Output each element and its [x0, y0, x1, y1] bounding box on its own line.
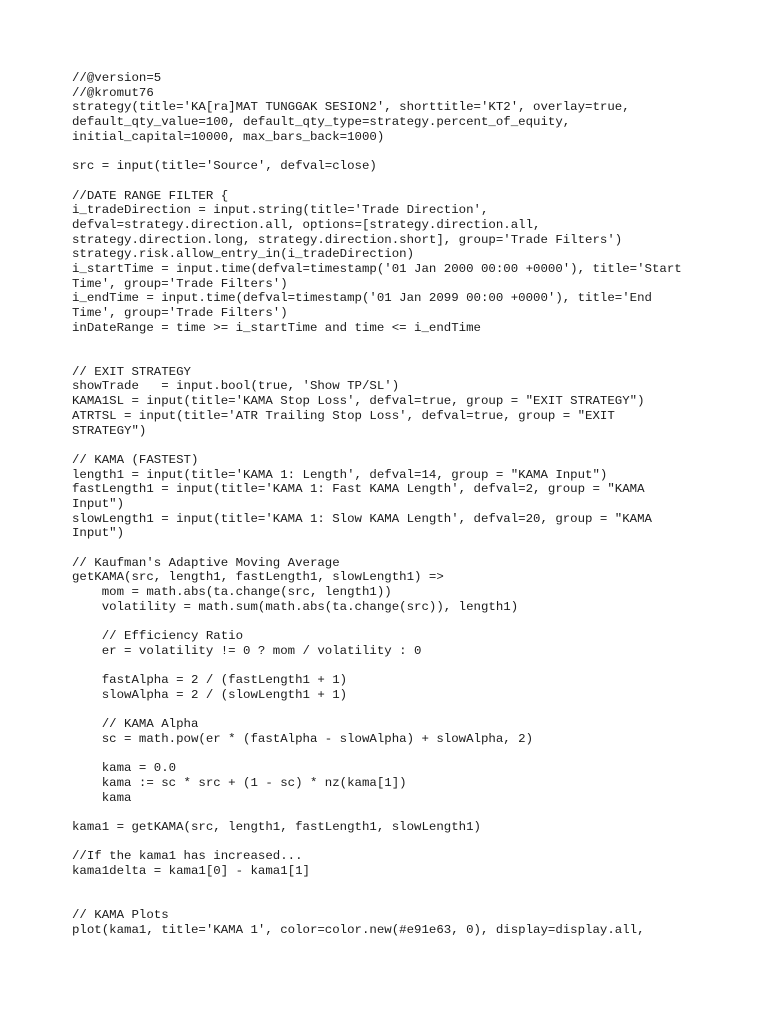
code-line: getKAMA(src, length1, fastLength1, slowLength1) => — [72, 570, 444, 585]
code-line: Time', group='Trade Filters') — [72, 306, 288, 320]
code-line: slowAlpha = 2 / (slowLength1 + 1) — [72, 687, 348, 702]
code-line: // KAMA (FASTEST) — [72, 452, 199, 467]
code-line: kama := sc * src + (1 - sc) * nz(kama[1]) — [72, 776, 407, 790]
code-line: //@kromut76 — [72, 85, 154, 100]
code-line: length1 = input(title='KAMA 1: Length', defval=14, group = "KAMA Input") — [72, 467, 608, 482]
code-line: fastLength1 = input(title='KAMA 1: Fast KAMA Length', defval=2, group = "KAMA — [72, 482, 645, 497]
code-line: kama1 = getKAMA(src, length1, fastLength1, slowLength1) — [72, 820, 481, 835]
code-line: i_endTime = input.time(defval=timestamp('01 Jan 2099 00:00 +0000'), title='End — [72, 291, 652, 306]
code-line: i_tradeDirection = input.string(title='Trade Direction', — [72, 203, 489, 218]
code-line: kama1delta = kama1[0] - kama1[1] — [72, 864, 310, 879]
code-line: // EXIT STRATEGY — [72, 364, 191, 379]
code-line — [72, 894, 712, 909]
code-line: // Efficiency Ratio — [72, 629, 244, 644]
code-line: ATRTSL = input(title='ATR Trailing Stop Loss', defval=true, group = "EXIT — [72, 408, 615, 423]
code-line: Time', group='Trade Filters') — [72, 276, 288, 291]
code-line — [72, 541, 712, 556]
code-line: default_qty_value=100, default_qty_type=strategy.percent_of_equity, — [72, 115, 571, 130]
code-line: strategy.direction.long, strategy.direction.short], group='Trade Filters') — [72, 232, 623, 247]
code-line — [72, 335, 712, 350]
code-line: inDateRange = time >= i_startTime and time <= i_endTime — [72, 320, 481, 335]
code-line: //@version=5 — [72, 71, 162, 85]
code-line: KAMA1SL = input(title='KAMA Stop Loss', defval=true, group = "EXIT STRATEGY") — [72, 394, 645, 409]
code-line: initial_capital=10000, max_bars_back=1000) — [72, 129, 385, 144]
code-line — [72, 747, 712, 762]
code-line — [72, 144, 712, 159]
code-line: Input") — [72, 526, 125, 541]
code-line: // KAMA Plots — [72, 908, 169, 923]
code-block — [72, 71, 712, 938]
code-line: er = volatility != 0 ? mom / volatility : 0 — [72, 643, 422, 658]
code-line: volatility = math.sum(math.abs(ta.change(src)), length1) — [72, 599, 519, 614]
code-line: STRATEGY") — [72, 423, 147, 438]
code-line — [72, 174, 712, 189]
code-line: mom = math.abs(ta.change(src, length1)) — [72, 585, 392, 600]
code-line: // KAMA Alpha — [72, 717, 199, 732]
code-line: kama — [72, 790, 132, 805]
code-line: strategy.risk.allow_entry_in(i_tradeDirection) — [72, 247, 415, 262]
code-line: showTrade = input.bool(true, 'Show TP/SL') — [72, 379, 400, 394]
code-line: plot(kama1, title='KAMA 1', color=color.new(#e91e63, 0), display=display.all, — [72, 922, 645, 937]
code-line — [72, 350, 712, 365]
code-line — [72, 703, 712, 718]
code-line — [72, 805, 712, 820]
code-line: //DATE RANGE FILTER { — [72, 188, 229, 203]
code-line: //If the kama1 has increased... — [72, 849, 303, 864]
code-line — [72, 614, 712, 629]
code-line: i_startTime = input.time(defval=timestamp('01 Jan 2000 00:00 +0000'), title='Start — [72, 261, 682, 276]
code-line: fastAlpha = 2 / (fastLength1 + 1) — [72, 673, 348, 688]
code-line: kama = 0.0 — [72, 761, 177, 776]
code-line: sc = math.pow(er * (fastAlpha - slowAlpha) + slowAlpha, 2) — [72, 731, 534, 746]
code-line — [72, 835, 712, 850]
code-line — [72, 659, 712, 674]
code-line: strategy(title='KA[ra]MAT TUNGGAK SESION2', shorttitle='KT2', overlay=true, — [72, 100, 630, 115]
code-line: src = input(title='Source', defval=close) — [72, 159, 377, 174]
code-line: slowLength1 = input(title='KAMA 1: Slow KAMA Length', defval=20, group = "KAMA — [72, 511, 652, 526]
code-line — [72, 879, 712, 894]
code-line: // Kaufman's Adaptive Moving Average — [72, 555, 340, 570]
code-line — [72, 438, 712, 453]
code-line: Input") — [72, 496, 125, 511]
code-line: defval=strategy.direction.all, options=[strategy.direction.all, — [72, 217, 541, 232]
